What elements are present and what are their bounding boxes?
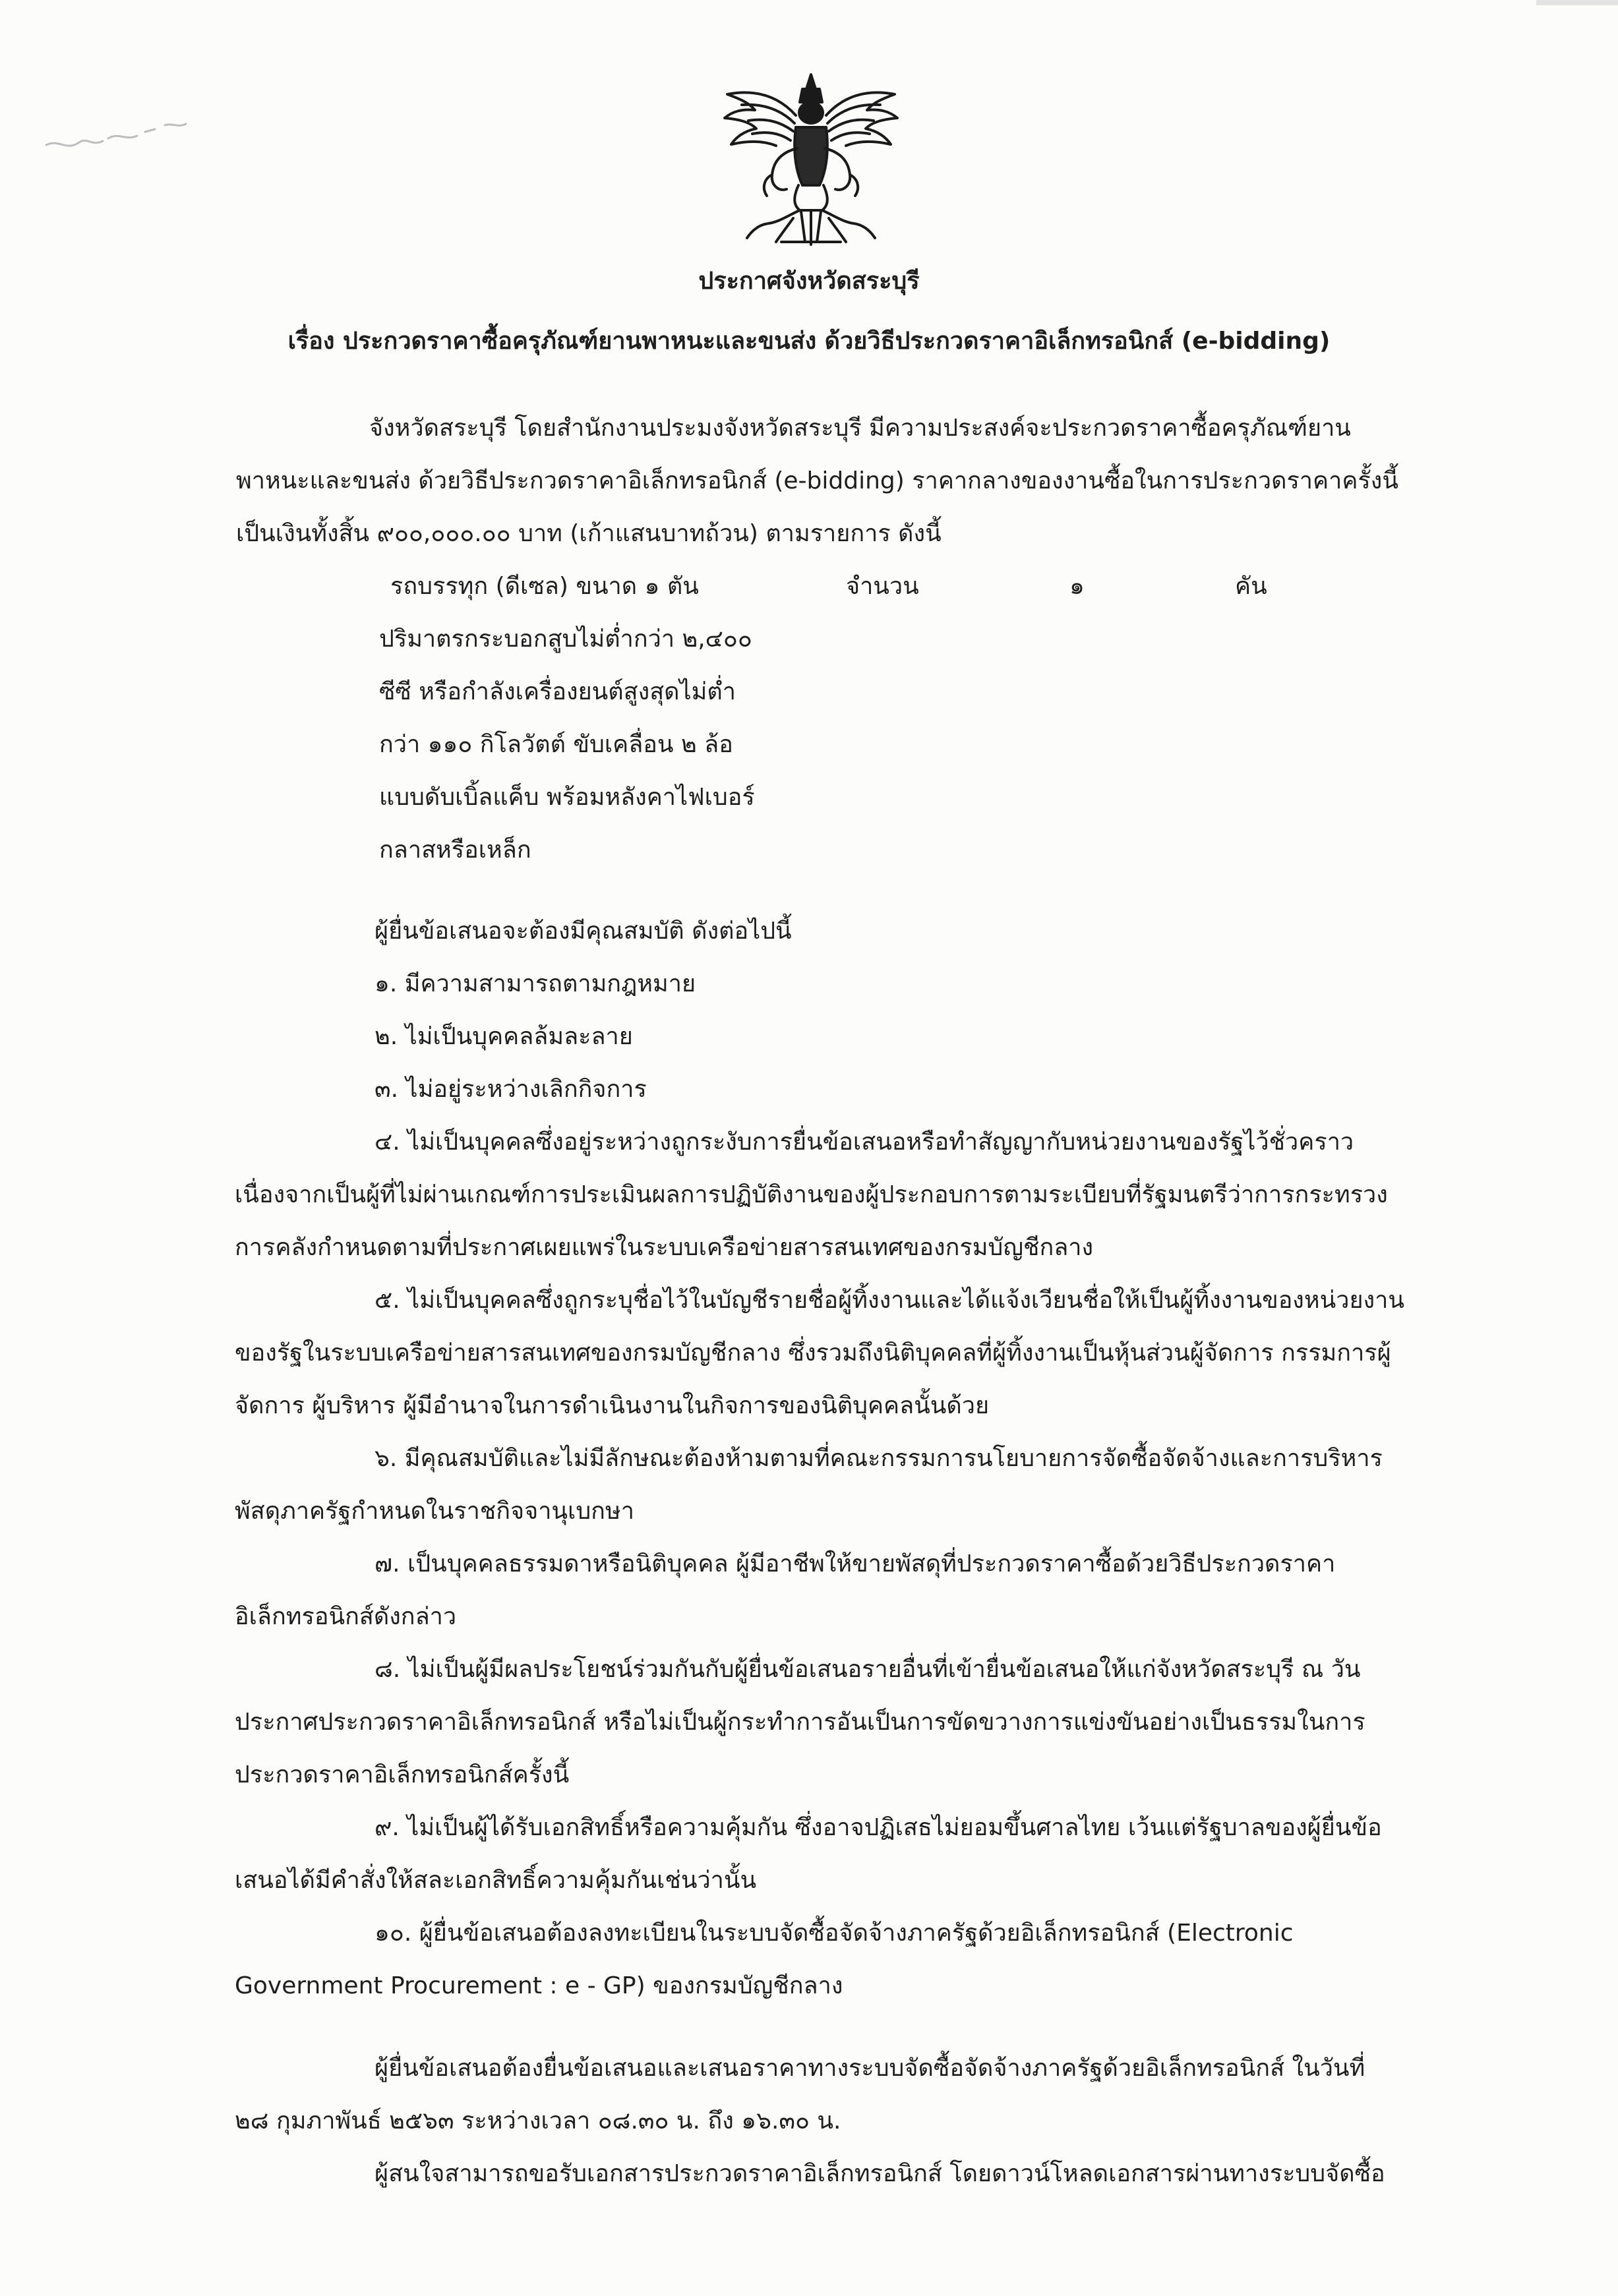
qualification-line: การคลังกำหนดตามที่ประกาศเผยแพร่ในระบบเครือข่ายสารสนเทศของกรมบัญชีกลาง [235, 1234, 1094, 1261]
qualification-line: ประกาศประกวดราคาอิเล็กทรอนิกส์ หรือไม่เป็นผู้กระทำการอันเป็นการขัดขวางการแข่งขันอย่างเป็นธรรมในการ [235, 1709, 1365, 1736]
item-description-line: ซีซี หรือกำลังเครื่องยนต์สูงสุดไม่ต่ำ [379, 678, 736, 705]
qualification-line: ๖. มีคุณสมบัติและไม่มีลักษณะต้องห้ามตามที่คณะกรรมการนโยบายการจัดซื้อจัดจ้างและการบริหาร [375, 1445, 1383, 1472]
qualification-line: ๔. ไม่เป็นบุคคลซึ่งอยู่ระหว่างถูกระงับการยื่นข้อเสนอหรือทำสัญญากับหน่วยงานของรัฐไว้ชั่วคราว [375, 1129, 1354, 1156]
submission-line: ผู้สนใจสามารถขอรับเอกสารประกวดราคาอิเล็กทรอนิกส์ โดยดาวน์โหลดเอกสารผ่านทางระบบจัดซื้อ [375, 2160, 1385, 2187]
item-quantity: ๑ [1069, 573, 1085, 600]
qualification-line: ของรัฐในระบบเครือข่ายสารสนเทศของกรมบัญชีกลาง ซึ่งรวมถึงนิติบุคคลที่ผู้ทิ้งงานเป็นหุ้นส่วนผู้จัดการ กรรมการผู้ [235, 1339, 1391, 1367]
qualification-line: ๒. ไม่เป็นบุคคลล้มละลาย [375, 1023, 633, 1050]
qualification-line: ประกวดราคาอิเล็กทรอนิกส์ครั้งนี้ [235, 1761, 570, 1788]
qualification-line: เนื่องจากเป็นผู้ที่ไม่ผ่านเกณฑ์การประเมินผลการปฏิบัติงานของผู้ประกอบการตามระเบียบที่รัฐมนตรีว่าการกระทรวง [235, 1181, 1388, 1208]
qualification-line: Government Procurement : e - GP) ของกรมบัญชีกลาง [235, 1972, 843, 1999]
qualification-line: จัดการ ผู้บริหาร ผู้มีอำนาจในการดำเนินงานในกิจการของนิติบุคคลนั้นด้วย [235, 1392, 990, 1419]
submission-line: ผู้ยื่นข้อเสนอต้องยื่นข้อเสนอและเสนอราคาทางระบบจัดซื้อจัดจ้างภาครัฐด้วยอิเล็กทรอนิกส์ ในวันที่ [375, 2055, 1365, 2082]
qualification-line: เสนอได้มีคำสั่งให้สละเอกสิทธิ์ความคุ้มกันเช่นว่านั้น [235, 1867, 757, 1894]
qualification-line: อิเล็กทรอนิกส์ดังกล่าว [235, 1603, 457, 1630]
qualifications-heading: ผู้ยื่นข้อเสนอจะต้องมีคุณสมบัติ ดังต่อไปนี้ [375, 918, 792, 945]
qualification-line: ๗. เป็นบุคคลธรรมดาหรือนิติบุคคล ผู้มีอาชีพให้ขายพัสดุที่ประกวดราคาซื้อด้วยวิธีประกวดราคา [375, 1550, 1336, 1577]
item-unit: คัน [1235, 573, 1267, 600]
item-description-line: แบบดับเบิ้ลแค็บ พร้อมหลังคาไฟเบอร์ [379, 784, 755, 811]
intro-line: เป็นเงินทั้งสิ้น ๙๐๐,๐๐๐.๐๐ บาท (เก้าแสนบาทถ้วน) ตามรายการ ดังนี้ [236, 520, 942, 547]
announcement-subject: เรื่อง ประกวดราคาซื้อครุภัณฑ์ยานพาหนะและขนส่ง ด้วยวิธีประกวดราคาอิเล็กทรอนิกส์ (e-bidding) [287, 328, 1331, 355]
garuda-emblem [715, 69, 907, 250]
qualification-line: ๘. ไม่เป็นผู้มีผลประโยชน์ร่วมกันกับผู้ยื่นข้อเสนอรายอื่นที่เข้ายื่นข้อเสนอให้แก่จังหวัดสระบุรี ณ วัน [375, 1656, 1361, 1683]
intro-line: พาหนะและขนส่ง ด้วยวิธีประกวดราคาอิเล็กทรอนิกส์ (e-bidding) ราคากลางของงานซื้อในการประกวดราคาครั้งนี้ [236, 467, 1398, 494]
announcement-title: ประกาศจังหวัดสระบุรี [698, 268, 920, 295]
item-description-line: กลาสหรือเหล็ก [379, 837, 531, 864]
submission-line: ๒๘ กุมภาพันธ์ ๒๕๖๓ ระหว่างเวลา ๐๘.๓๐ น. ถึง ๑๖.๓๐ น. [235, 2107, 841, 2134]
item-description-line: กว่า ๑๑๐ กิโลวัตต์ ขับเคลื่อน ๒ ล้อ [379, 731, 733, 758]
item-description-line: ปริมาตรกระบอกสูบไม่ต่ำกว่า ๒,๔๐๐ [379, 626, 752, 653]
item-description-line: รถบรรทุก (ดีเซล) ขนาด ๑ ตัน [390, 573, 699, 600]
qualification-line: พัสดุภาครัฐกำหนดในราชกิจจานุเบกษา [235, 1498, 634, 1525]
intro-line: จังหวัดสระบุรี โดยสำนักงานประมงจังหวัดสระบุรี มีความประสงค์จะประกวดราคาซื้อครุภัณฑ์ยาน [369, 415, 1351, 442]
qualification-line: ๕. ไม่เป็นบุคคลซึ่งถูกระบุชื่อไว้ในบัญชีรายชื่อผู้ทิ้งงานและได้แจ้งเวียนชื่อให้เป็นผู้ทิ้งงานของหน่วยงาน [375, 1287, 1404, 1314]
scan-edge-mark [1536, 0, 1618, 5]
qualification-line: ๑๐. ผู้ยื่นข้อเสนอต้องลงทะเบียนในระบบจัดซื้อจัดจ้างภาครัฐด้วยอิเล็กทรอนิกส์ (Electronic [375, 1920, 1294, 1947]
item-quantity-label: จำนวน [846, 573, 919, 600]
handwritten-scribble [40, 99, 251, 165]
qualification-line: ๙. ไม่เป็นผู้ได้รับเอกสิทธิ์หรือความคุ้มกัน ซึ่งอาจปฏิเสธไม่ยอมขึ้นศาลไทย เว้นแต่รัฐบาลของผู้ยื่นข้อ [375, 1814, 1382, 1841]
qualification-line: ๑. มีความสามารถตามกฎหมาย [375, 970, 696, 997]
qualification-line: ๓. ไม่อยู่ระหว่างเลิกกิจการ [375, 1076, 647, 1103]
